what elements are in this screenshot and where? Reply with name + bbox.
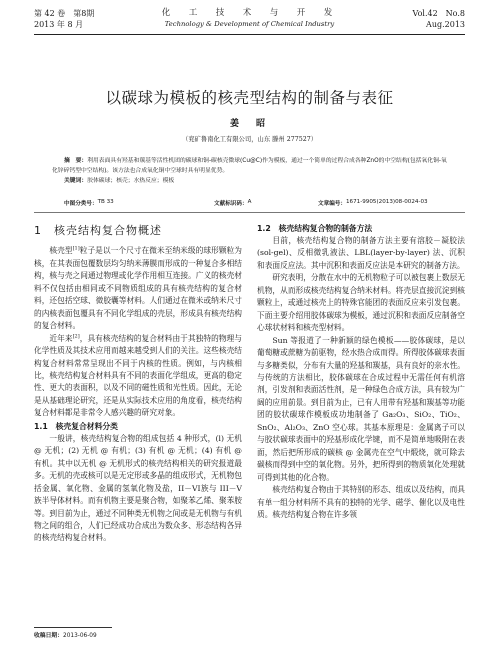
- paragraph-1: 核壳型[1]粒子是以一个尺寸在微米至纳米级的球形颗粒为核，在其表面包覆数层均匀纳米薄膜而形成的一种复合多相结构，核与壳之间通过物理或化学作用相互连接。广义的核壳材料不仅包括由相同或不同物质组成的具有核壳结构的复合材料，还包括空球、微胶囊等材料。人们通过在微米或纳米尺寸的内核表面包覆具有不同化学组成的壳层，形成具有核壳结构的复合材料。: [34, 245, 242, 331]
- abstract-text: 利用表面具有羟基和羰基等活性机团的碳球和铜-碳核壳微球(Cu@C)作为模板，通过一个简单的过程合成各种ZnO的中空结构(包括氧化铜-氧化锌碎钙型中空结构)。该方法也合成氧化铜中空球时具有明显优势。: [52, 158, 447, 175]
- journal-name-cn: 化 工 技 术 与 开 发: [161, 8, 338, 18]
- journal-name-en: Technology & Development of Chemical Industry: [164, 20, 335, 28]
- volume-issue-cn: 第 42 卷 第8期: [34, 9, 95, 18]
- right-column: [257, 222, 465, 521]
- doc-code: 文献标识码： A: [214, 199, 252, 207]
- paragraph-7: 核壳结构复合物由于其特别的形态、组成以及结构，而具有单一组分材料所不具有的独特的光学、磁学、催化以及电性质。核壳结构复合物在许多领: [257, 485, 465, 519]
- citation-2: [2]: [72, 333, 80, 340]
- abstract-divider: [34, 212, 465, 213]
- paragraph-2: 近年来[2]，具有核壳结构的复合材料由于其独特的物理与化学性质及其技术应用而越来越受到人们的关注。这些核壳结构复合材料常常呈现出不同于内核的性质。例如，与内核相比，核壳结构复合材料具有不同的表面化学组成，更高的稳定性、更大的表面积，以及不同的磁性质和光性质。因此，无论是从基础理论研究，还是从实际技术应用的角度看，核壳结构复合材料都是非常令人感兴趣的研究对象。: [34, 333, 242, 418]
- article-author: 姜 昭: [229, 119, 269, 129]
- keywords-text: 胶体碳球；核壳；水热反应；模板: [87, 178, 175, 185]
- article-number: 文章编号： 1671-9905(2013)08-0024-03: [318, 199, 428, 207]
- abstract-label: 摘 要：: [64, 158, 88, 164]
- subsection-1-1-heading: 1.1 核壳复合材料分类: [34, 421, 118, 431]
- received-date: 收稿日期：2013-06-09: [34, 633, 97, 639]
- abstract: [52, 156, 447, 176]
- volume-issue-en: Vol.42 No.8: [412, 9, 465, 18]
- date-cn: 2013 年 8 月: [34, 20, 84, 29]
- left-column: [34, 222, 242, 545]
- abstract-block: [52, 156, 447, 187]
- paragraph-6: Sun 等报道了一种新颖的绿色模板——胶体碳球，是以葡萄糖或蔗糖为前驱物，经水热合成而得。所得胶体碳球表面与多糖类似，分布有大量的羟基和羰基，具有良好的亲水性。与传统的方法相比，胶体碳球在合成过程中无需任何有机溶剂，引发剂和表面活性剂，是一种绿色合成方法，具有较为广阔的应用前景。到目前为止，已有人用带有羟基和羰基等功能团的胶状碳球作模板成功地制备了 Ga₂O₃、SiO₂、TiO₂、SnO₂、Al₂O₃、ZnO 空心球。其基本原理是：金属离子可以与胶状碳球表面中的羟基形成化学键，而不是简单地吸附在表面，然后把所形成的碳核 @ 金属壳在空气中煅烧，就可除去碳核而得到中空的氧化物。另外，把所得到的物质氧化处理就可得到其他的化合物。: [257, 335, 465, 482]
- section-1-heading: 1 核壳结构复合物概述: [34, 224, 162, 237]
- subsection-1-2-heading: 1.2 核壳结构复合物的制备方法: [257, 224, 373, 233]
- header-rule: [34, 34, 465, 35]
- paragraph-5: 研究表明，分散在水中的无机物粒子可以被包裹上数层无机物，从而形成核壳结构复合纳米材料。将壳层直接沉淀到核颗粒上，或通过核壳上的特殊官能团的表面反应来引发包裹。下面主要介绍用胶体碳球为模板，通过沉积和表面反应制备空心球状材料和核壳型材料。: [257, 273, 465, 333]
- keywords-label: 关键词：: [64, 178, 88, 185]
- article-title: 以碳球为模板的核壳型结构的制备与表征: [105, 89, 394, 107]
- date-en: Aug.2013: [426, 20, 465, 29]
- footnote-rule: [34, 627, 112, 628]
- paragraph-3: 一般讲，核壳结构复合物的组成包括 4 种形式，(l) 无机 @ 无机；(2) 无机 @ 有机；(3) 有机 @ 无机；(4) 有机 @ 有机。其中以无机 @ 无机形式的核壳结构相关的研究报道最多。无机的壳或核可以是无定形或多晶的组成形式，无机物包括金属、氧化物、金属的氢氧化物及盐，II－VI族与 III－V族半导体材料。而有机物主要是聚合物，如聚苯乙烯、聚苯胺等。到目前为止，通过不同种类无机物之间或是无机物与有机物之间的组合，人们已经成功合成出为数众多、形态结构各异的核壳结构复合材料。: [34, 433, 242, 543]
- clc-code: 中图分类号： TB 33: [64, 199, 114, 207]
- citation-1: [1]: [72, 245, 80, 252]
- header-center: [34, 8, 465, 30]
- paragraph-4: 目前，核壳结构复合物的制备方法主要有溶胶－凝胶法 (sol-gel)、反相微乳液法、LBL(layer-by-layer) 法、沉积和表面反应法。其中沉积和表面反应法是本研究的制备方法。: [257, 236, 465, 270]
- keywords: [52, 176, 447, 186]
- running-header: [34, 8, 465, 42]
- article-affiliation: （兖矿鲁南化工有限公司，山东 滕州 277527）: [181, 136, 318, 143]
- header-right: [413, 8, 465, 30]
